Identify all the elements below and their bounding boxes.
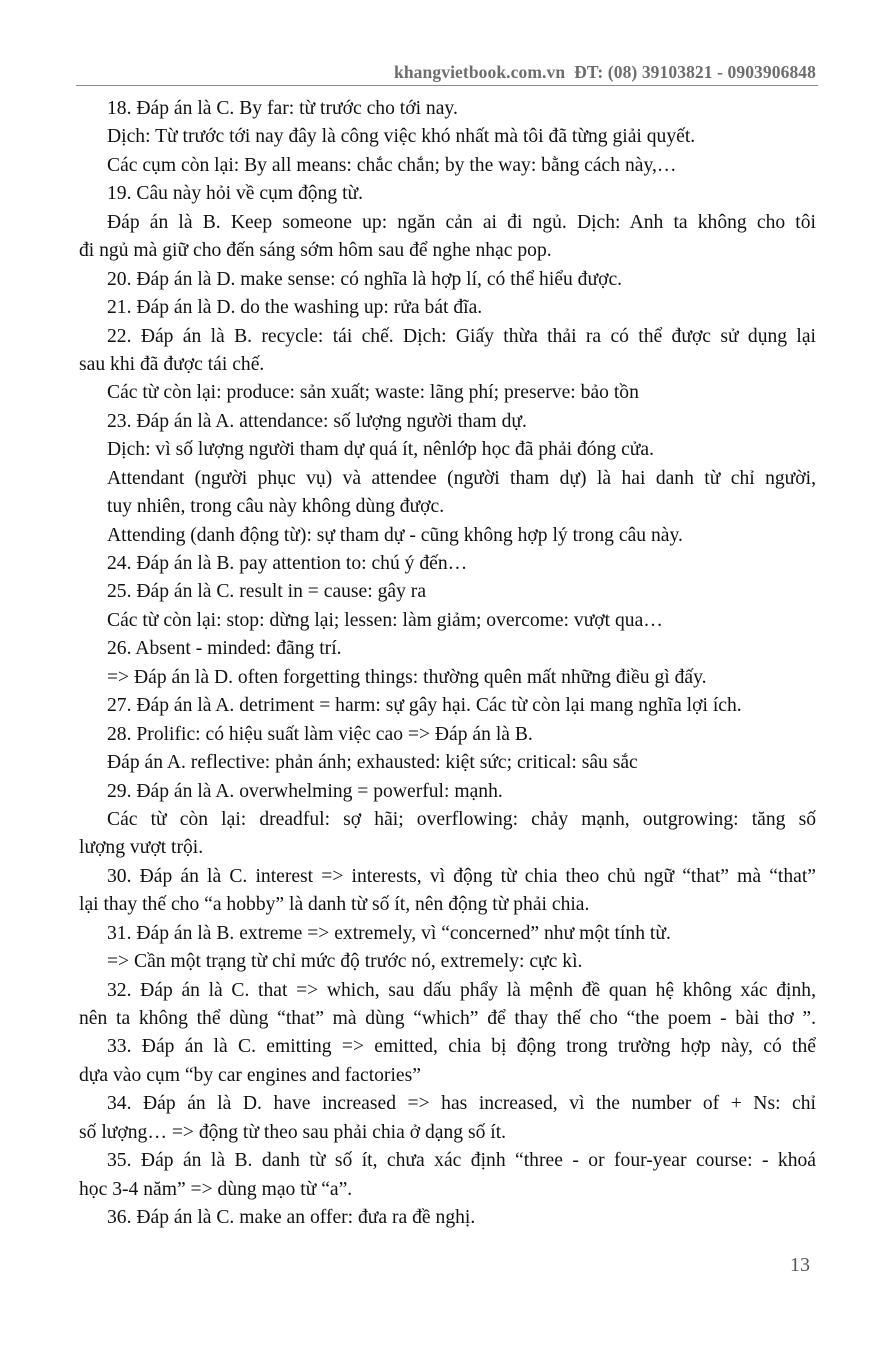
header-site: khangvietbook.com.vn bbox=[394, 62, 566, 82]
text-line: Đáp án A. reflective: phản ánh; exhausted: kiệt sức; critical: sâu sắc bbox=[107, 752, 638, 774]
text-line: 30. Đáp án là C. interest => interests, vì động từ chia theo chủ ngữ “that” mà “that” bbox=[107, 865, 816, 887]
text-line: Attending (danh động từ): sự tham dự - cũng không hợp lý trong câu này. bbox=[107, 524, 683, 546]
text-line: 35. Đáp án là B. danh từ số ít, chưa xác định “three - or four-year course: - khoá bbox=[107, 1150, 816, 1172]
text-line: 20. Đáp án là D. make sense: có nghĩa là hợp lí, có thể hiểu được. bbox=[107, 268, 623, 290]
text-line: 23. Đáp án là A. attendance: số lượng người tham dự. bbox=[107, 410, 527, 432]
text-line: 32. Đáp án là C. that => which, sau dấu phẩy là mệnh đề quan hệ không xác định, bbox=[107, 979, 816, 1001]
text-line: 33. Đáp án là C. emitting => emitted, chia bị động trong trường hợp này, có thể bbox=[107, 1036, 816, 1058]
text-line: dựa vào cụm “by car engines and factories” bbox=[79, 1064, 421, 1086]
text-line: Attendant (người phục vụ) và attendee (người tham dự) là hai danh từ chỉ người, bbox=[107, 467, 816, 489]
text-line: 26. Absent - minded: đãng trí. bbox=[107, 638, 342, 660]
text-line: 27. Đáp án là A. detriment = harm: sự gây hại. Các từ còn lại mang nghĩa lợi ích. bbox=[107, 695, 742, 717]
text-line: 29. Đáp án là A. overwhelming = powerful: mạnh. bbox=[107, 780, 503, 802]
text-line: Các cụm còn lại: By all means: chắc chắn; by the way: bằng cách này,… bbox=[107, 154, 677, 176]
text-line: học 3-4 năm” => dùng mạo từ “a”. bbox=[79, 1178, 353, 1200]
text-line: Dịch: Từ trước tới nay đây là công việc khó nhất mà tôi đã từng giải quyết. bbox=[107, 126, 696, 148]
text-line: Các từ còn lại: stop: dừng lại; lessen: làm giảm; overcome: vượt qua… bbox=[107, 609, 663, 631]
text-line: 24. Đáp án là B. pay attention to: chú ý đến… bbox=[107, 553, 468, 574]
text-line: Các từ còn lại: produce: sản xuất; waste: lãng phí; preserve: bảo tồn bbox=[107, 382, 639, 404]
text-line: 19. Câu này hỏi về cụm động từ. bbox=[107, 183, 364, 205]
text-line: 25. Đáp án là C. result in = cause: gây ra bbox=[107, 581, 427, 603]
page-header bbox=[360, 62, 816, 83]
text-line: 22. Đáp án là B. recycle: tái chế. Dịch: Giấy thừa thải ra có thể được sử dụng lại bbox=[107, 325, 816, 347]
text-line: => Đáp án là D. often forgetting things: thường quên mất những điều gì đấy. bbox=[107, 666, 707, 688]
text-line: sau khi đã được tái chế. bbox=[79, 353, 265, 375]
text-line: 36. Đáp án là C. make an offer: đưa ra đề nghị. bbox=[107, 1207, 476, 1229]
text-line: lượng vượt trội. bbox=[79, 837, 204, 859]
header-rule bbox=[76, 85, 818, 86]
text-line: 28. Prolific: có hiệu suất làm việc cao => Đáp án là B. bbox=[107, 723, 533, 745]
page-number: 13 bbox=[790, 1254, 810, 1276]
text-line: Dịch: vì số lượng người tham dự quá ít, nênlớp học đã phải đóng cửa. bbox=[107, 439, 654, 461]
header-phone: ĐT: (08) 39103821 - 0903906848 bbox=[574, 62, 816, 82]
text-line: 21. Đáp án là D. do the washing up: rửa bát đĩa. bbox=[107, 297, 483, 319]
text-line: nên ta không thể dùng “that” mà dùng “which” để thay thế cho “the poem - bài thơ ”. bbox=[79, 1008, 816, 1029]
text-line: Đáp án là B. Keep someone up: ngăn cản ai đi ngủ. Dịch: Anh ta không cho tôi bbox=[107, 211, 816, 233]
text-line: lại thay thế cho “a hobby” là danh từ số ít, nên động từ phải chia. bbox=[79, 894, 590, 916]
text-line: 31. Đáp án là B. extreme => extremely, vì “concerned” như một tính từ. bbox=[107, 922, 671, 944]
text-line: tuy nhiên, trong câu này không dùng được. bbox=[107, 496, 445, 518]
text-line: => Cần một trạng từ chỉ mức độ trước nó, extremely: cực kì. bbox=[107, 951, 583, 973]
text-line: 34. Đáp án là D. have increased => has increased, vì the number of + Ns: chỉ bbox=[107, 1093, 816, 1115]
text-line: Các từ còn lại: dreadful: sợ hãi; overflowing: chảy mạnh, outgrowing: tăng số bbox=[107, 808, 816, 830]
text-line: 18. Đáp án là C. By far: từ trước cho tới nay. bbox=[107, 98, 458, 119]
text-line: số lượng… => động từ theo sau phải chia ở dạng số ít. bbox=[79, 1121, 507, 1143]
text-line: đi ngủ mà giữ cho đến sáng sớm hôm sau để nghe nhạc pop. bbox=[79, 240, 552, 262]
document-body bbox=[79, 95, 816, 1233]
